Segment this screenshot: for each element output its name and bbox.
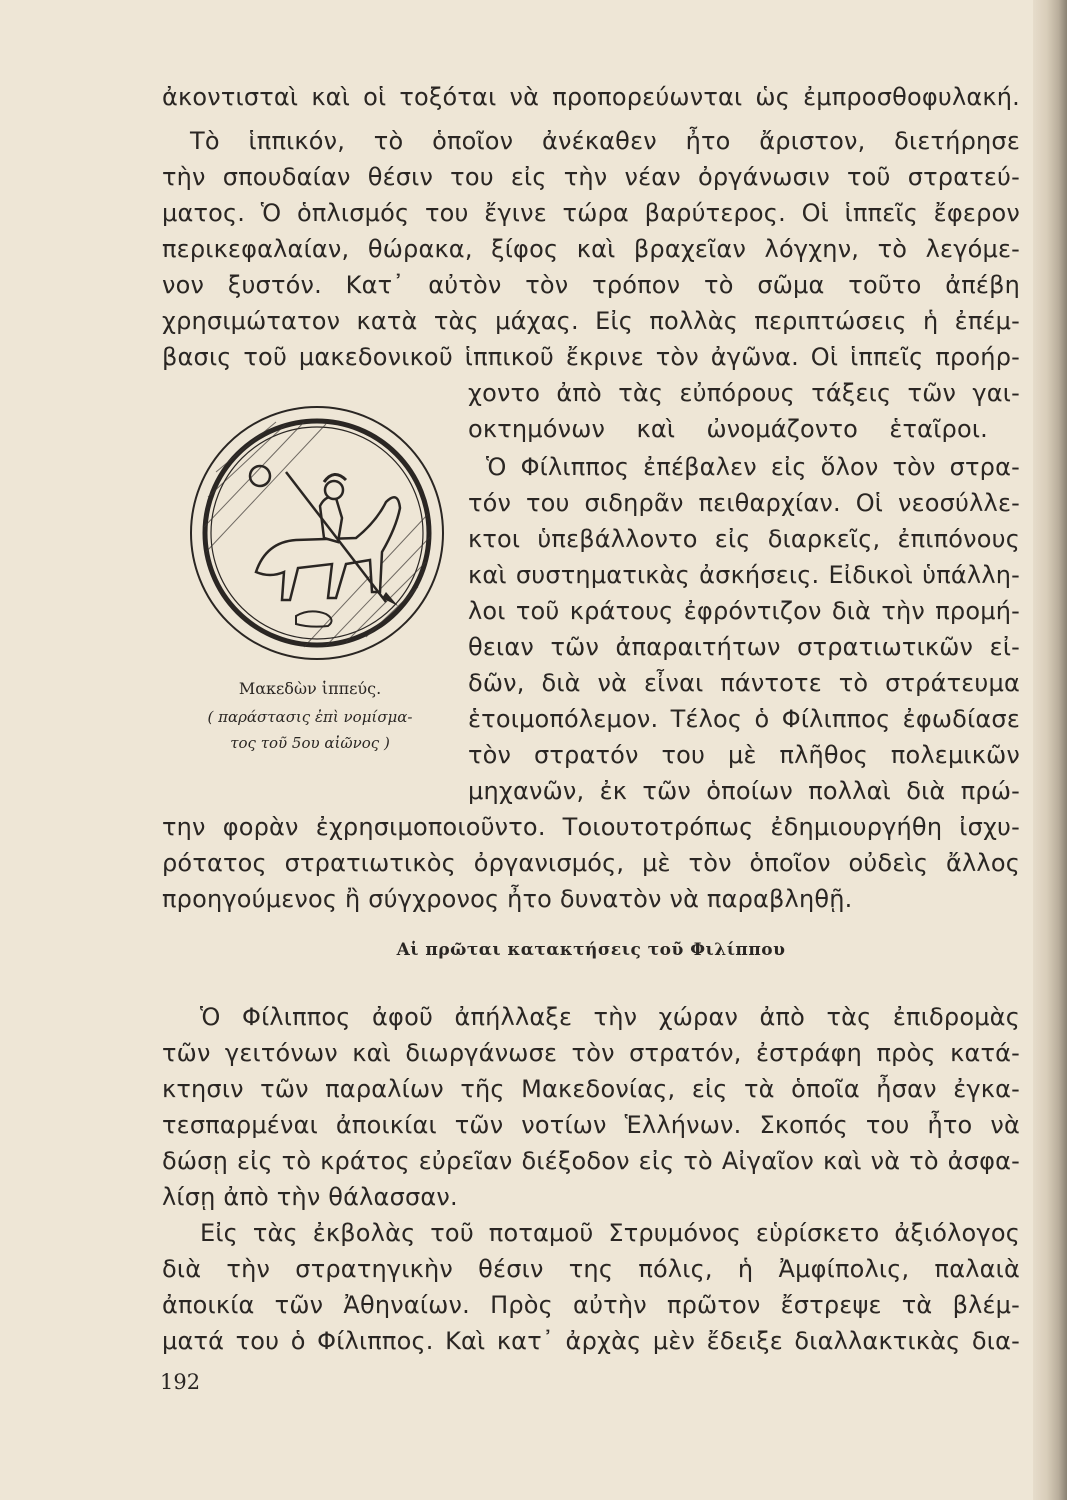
text-line: τὴν σπουδαίαν θέσιν του εἰς τὴν νέαν ὀργάνωσιν τοῦ στρατεύ-	[162, 163, 1020, 191]
text-line: δώσῃ εἰς τὸ κράτος εὐρεῖαν διέξοδον εἰς τὸ Αἰγαῖον καὶ νὰ τὸ ἀσφα-	[162, 1147, 1020, 1175]
coin-illustration	[186, 402, 448, 664]
text-line: τὸν στρατόν του μὲ πλῆθος πολεμικῶν	[468, 741, 1020, 769]
text-line: τόν του σιδηρᾶν πειθαρχίαν. Οἱ νεοσύλλε-	[468, 489, 1020, 517]
text-line: οκτημόνων καὶ ὠνομάζοντο ἑταῖροι.	[468, 415, 988, 443]
text-line: βασις τοῦ μακεδονικοῦ ἱππικοῦ ἔκρινε τὸν ἀγῶνα. Οἱ ἱππεῖς προήρ-	[162, 343, 1020, 371]
text-line: κτησιν τῶν παραλίων τῆς Μακεδονίας, εἰς τὰ ὁποῖα ἦσαν ἐγκα-	[162, 1075, 1020, 1103]
page-number: 192	[160, 1370, 201, 1394]
text-line: θειαν τῶν ἀπαραιτήτων στρατιωτικῶν εἰ-	[468, 633, 1020, 661]
text-line: μηχανῶν, ἐκ τῶν ὁποίων πολλαὶ διὰ πρώ-	[468, 777, 1020, 805]
text-line: ματος. Ὁ ὁπλισμός του ἔγινε τώρα βαρύτερος. Οἱ ἱππεῖς ἔφερον	[162, 199, 1020, 227]
text-line: ἑτοιμοπόλεμον. Τέλος ὁ Φίλιππος ἐφωδίασε	[468, 705, 1020, 733]
text-line: τεσπαρμέναι ἀποικίαι τῶν νοτίων Ἑλλήνων. Σκοπός του ἦτο νὰ	[162, 1111, 1020, 1139]
text-line: δῶν, διὰ νὰ εἶναι πάντοτε τὸ στράτευμα	[468, 669, 1020, 697]
figure-caption-title: Μακεδὼν ἱππεύς.	[238, 679, 382, 698]
figure-caption-line: ( παράστασις ἐπὶ νομίσμα-	[207, 708, 413, 726]
text-line: Ὁ Φίλιππος ἀφοῦ ἀπήλλαξε τὴν χώραν ἀπὸ τὰς ἐπιδρομὰς	[200, 1003, 1020, 1031]
text-line: ματά του ὁ Φίλιππος. Καὶ κατ᾿ ἀρχὰς μὲν ἔδειξε διαλλακτικὰς δια-	[162, 1327, 1020, 1355]
text-line: την φορὰν ἐχρησιμοποιοῦντο. Τοιουτοτρόπως ἐδημιουργήθη ἰσχυ-	[162, 813, 1020, 841]
text-line: χοντο ἀπὸ τὰς εὐπόρους τάξεις τῶν γαι-	[468, 379, 1020, 407]
text-line: ἀκοντισταὶ καὶ οἱ τοξόται νὰ προπορεύωνται ὡς ἐμπροσθοφυλακή.	[162, 83, 1020, 111]
text-line: καὶ συστηματικὰς ἀσκήσεις. Εἰδικοὶ ὑπάλλη-	[468, 561, 1020, 589]
text-line: ρότατος στρατιωτικὸς ὀργανισμός, μὲ τὸν ὁποῖον οὐδεὶς ἄλλος	[162, 849, 1020, 877]
text-line: Εἰς τὰς ἐκβολὰς τοῦ ποταμοῦ Στρυμόνος εὑρίσκετο ἀξιόλογος	[200, 1219, 1020, 1247]
text-line: Ὁ Φίλιππος ἐπέβαλεν εἰς ὅλον τὸν στρα-	[486, 453, 1020, 481]
text-line: λοι τοῦ κράτους ἐφρόντιζον διὰ τὴν προμή-	[468, 597, 1020, 625]
figure-caption-line: τος τοῦ 5ου αἰῶνος )	[230, 734, 390, 752]
text-line: ἀποικία τῶν Ἀθηναίων. Πρὸς αὐτὴν πρῶτον ἔστρεψε τὰ βλέμ-	[162, 1291, 1020, 1319]
section-heading: Αἱ πρῶται κατακτήσεις τοῦ Φιλίππου	[396, 940, 786, 960]
text-line: κτοι ὑπεβάλλοντο εἰς διαρκεῖς, ἐπιπόνους	[468, 525, 1020, 553]
text-line: χρησιμώτατον κατὰ τὰς μάχας. Εἰς πολλὰς περιπτώσεις ἡ ἐπέμ-	[162, 307, 1020, 335]
text-line: νον ξυστόν. Κατ᾿ αὐτὸν τὸν τρόπον τὸ σῶμα τοῦτο ἀπέβη	[162, 271, 1020, 299]
text-line: λίσῃ ἀπὸ τὴν θάλασσαν.	[162, 1183, 458, 1211]
text-line: τῶν γειτόνων καὶ διωργάνωσε τὸν στρατόν, ἐστράφη πρὸς κατά-	[162, 1039, 1020, 1067]
text-line: περικεφαλαίαν, θώρακα, ξίφος καὶ βραχεῖαν λόγχην, τὸ λεγόμε-	[162, 235, 1020, 263]
text-line: διὰ τὴν στρατηγικὴν θέσιν της πόλις, ἡ Ἀμφίπολις, παλαιὰ	[162, 1255, 1020, 1283]
page-edge-shadow	[1033, 0, 1067, 1500]
text-line: προηγούμενος ἢ σύγχρονος ἦτο δυνατὸν νὰ παραβληθῇ.	[162, 885, 853, 913]
text-line: Τὸ ἱππικόν, τὸ ὁποῖον ἀνέκαθεν ἦτο ἄριστον, διετήρησε	[190, 127, 1020, 155]
